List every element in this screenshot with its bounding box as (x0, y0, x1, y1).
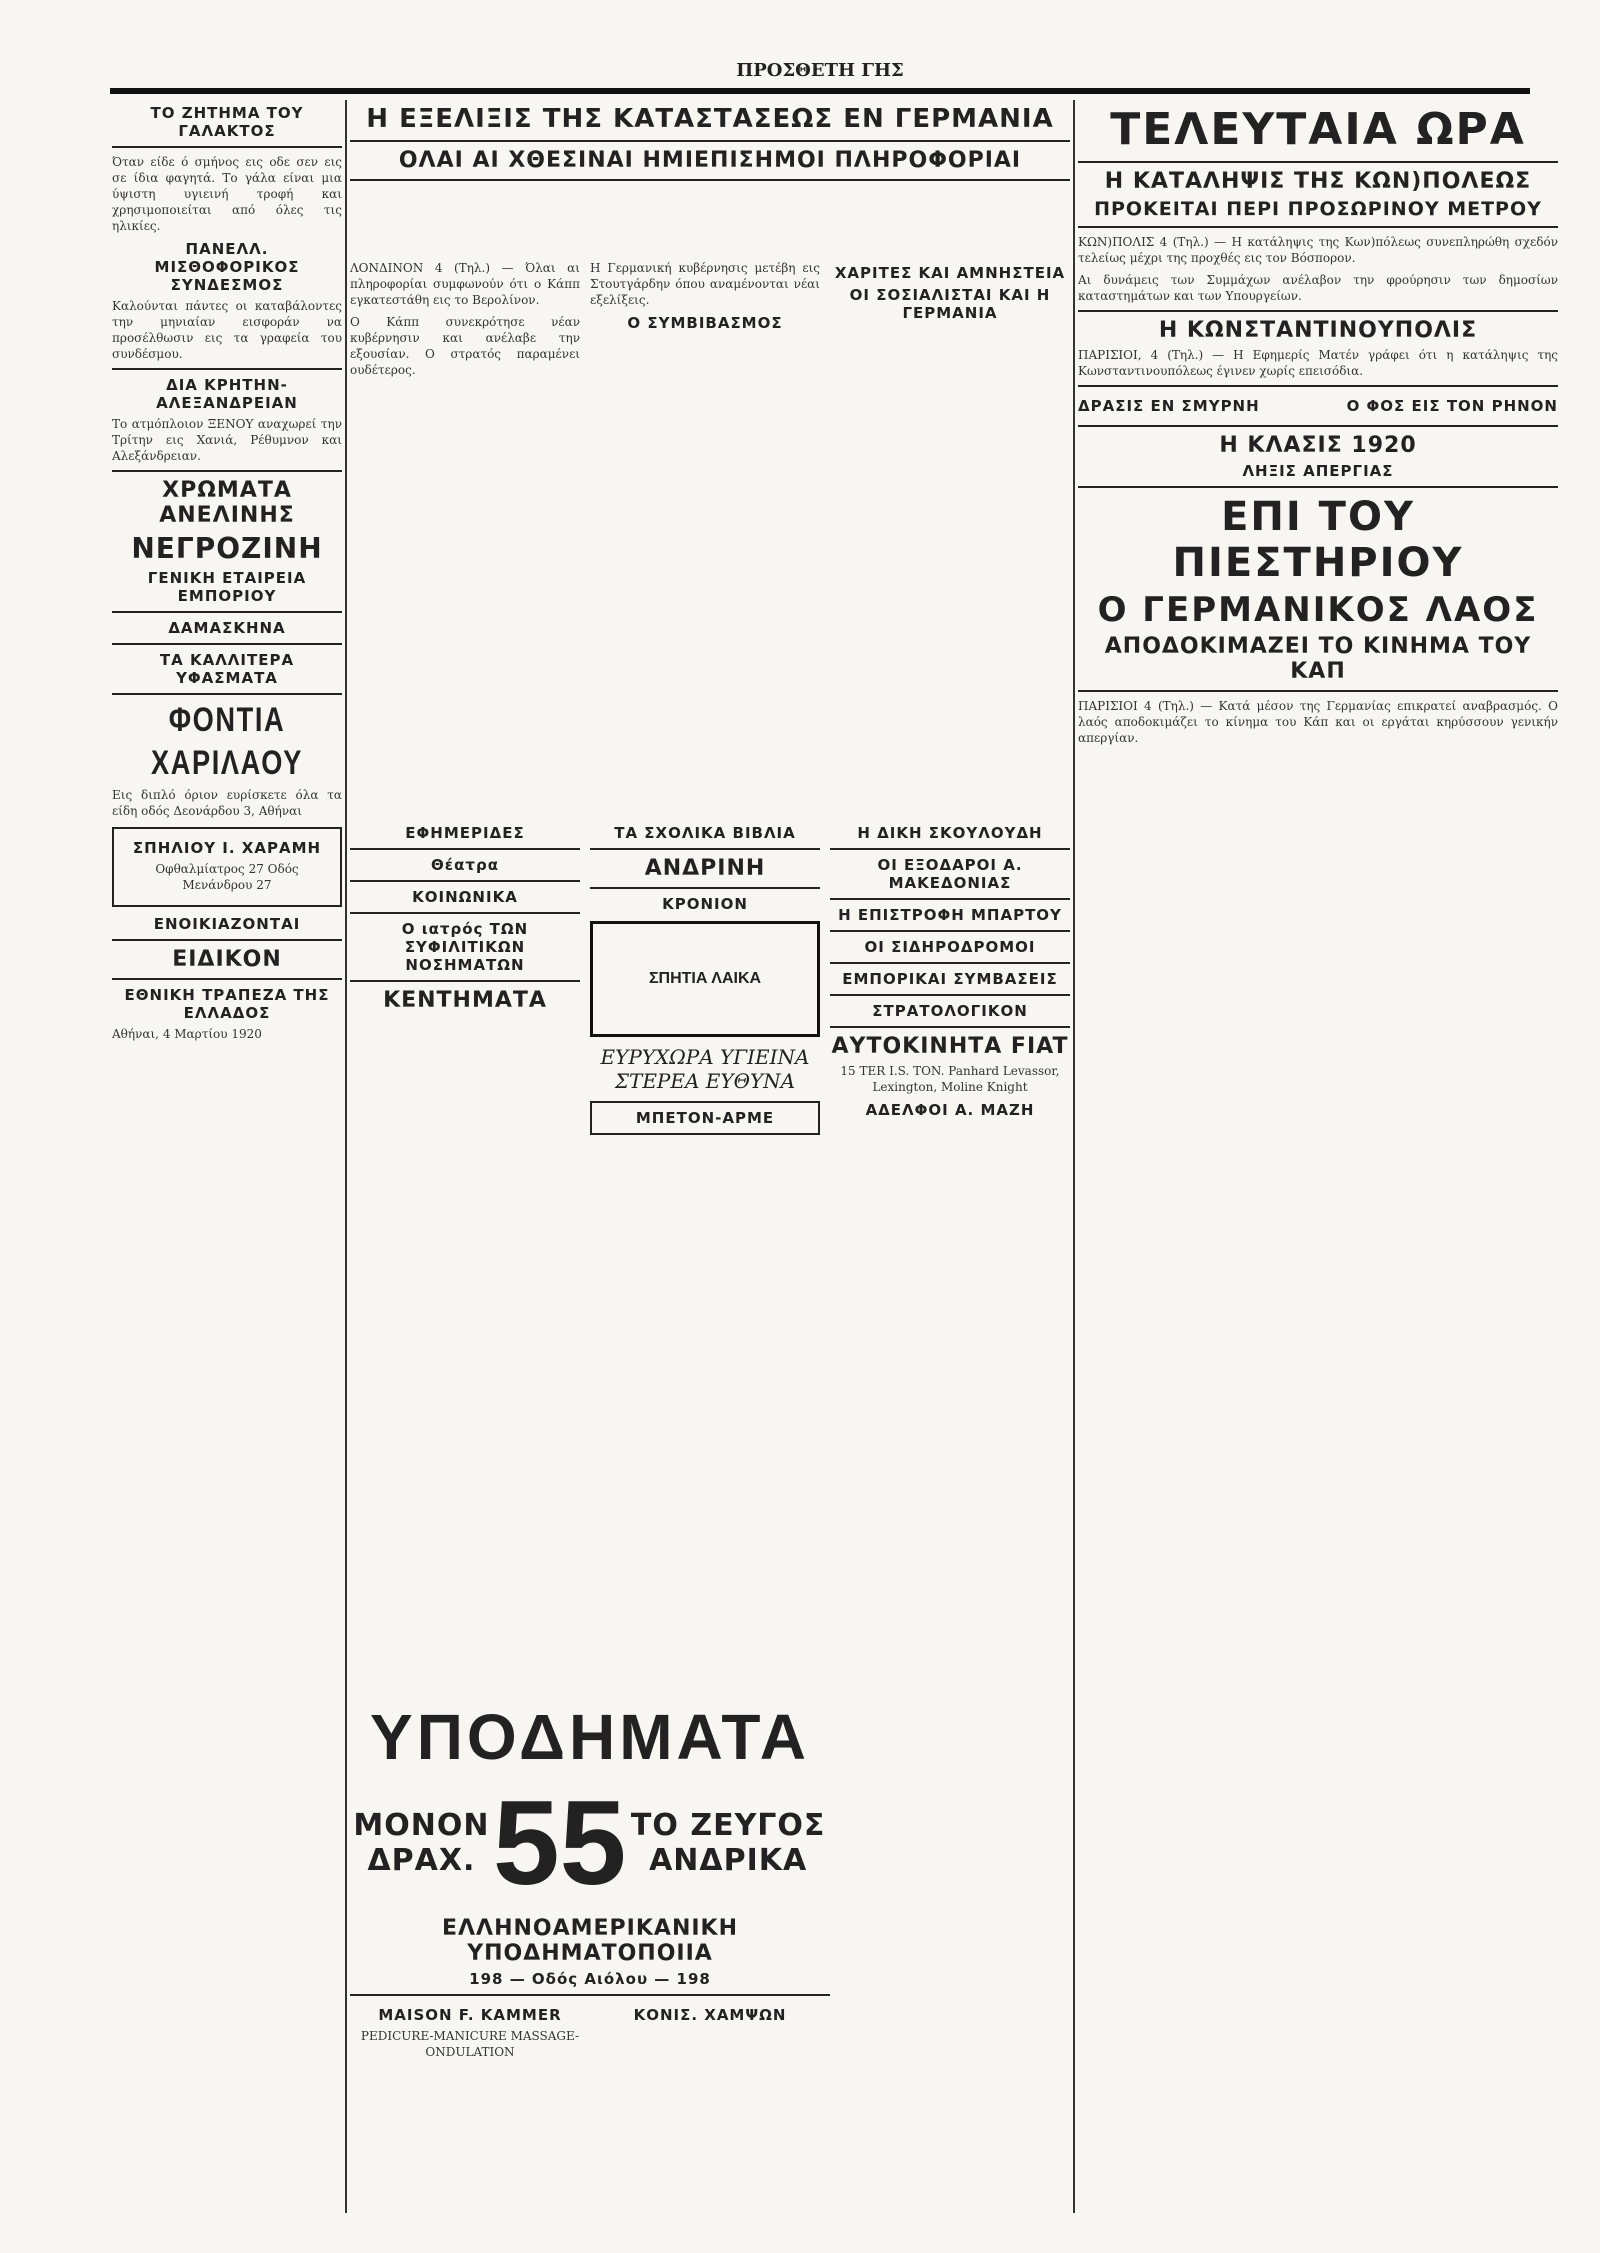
article-text: ΠΑΡΙΣΙΟΙ, 4 (Τηλ.) — Η Εφημερίς Ματέν γράφει ότι η κατάληψις της Κωνσταντινουπόλεως έγινεν χωρίς επεισόδια. (1078, 348, 1558, 378)
headline: ΣΤΡΑΤΟΛΟΓΙΚΟΝ (872, 1002, 1028, 1020)
divider (350, 980, 580, 982)
ad-text: 198 — Οδός Αιόλου — 198 (469, 1970, 711, 1988)
right-column (1078, 100, 1558, 2213)
center-subcol (830, 260, 1070, 326)
article-text: Η Γερμανική κυβέρνησις μετέβη εις Στουτγάρδην όπου αναμένονται νέαι εξελίξεις. (590, 261, 820, 307)
divider (112, 470, 342, 472)
paper-title: ΠΡΟΣΘΕΤΗ ΓΗΣ (736, 60, 904, 81)
divider (1078, 425, 1558, 427)
headline: ΔΡΑΣΙΣ ΕΝ ΣΜΥΡΝΗ (1078, 397, 1260, 415)
ad-title: ΜΠΕΤΟΝ-ΑΡΜΕ (590, 1101, 820, 1135)
divider (590, 848, 820, 850)
center-subcol (830, 820, 1070, 1123)
ad-text: ΑΔΕΛΦΟΙ Α. ΜΑΖΗ (865, 1101, 1035, 1119)
headline: Η ΚΩΝΣΤΑΝΤΙΝΟΥΠΟΛΙΣ (1158, 318, 1478, 343)
divider (350, 848, 580, 850)
ad-title: ΚΡΟΝΙΟΝ (662, 895, 748, 913)
ad-title: ΕΛΛΗΝΟΑΜΕΡΙΚΑΝΙΚΗ ΥΠΟΔΗΜΑΤΟΠΟΙΙΑ (442, 1916, 738, 1966)
ad-title: ΧΡΩΜΑΤΑ ΑΝΕΛΙΝΗΣ (159, 478, 295, 528)
article-text: Ο Κάππ συνεκρότησε νέαν κυβέρνησιν και ανέλαβε την εξουσίαν. Ο στρατός παραμένει ουδέτερος. (350, 315, 580, 377)
subheadline: ΑΠΟΔΟΚΙΜΑΖΕΙ ΤΟ ΚΙΝΗΜΑ ΤΟΥ ΚΑΠ (1104, 634, 1532, 684)
headline: ΚΟΙΝΩΝΙΚΑ (412, 888, 518, 906)
ad-subtitle: ΓΕΝΙΚΗ ΕΤΑΙΡΕΙΑ ΕΜΠΟΡΙΟΥ (147, 569, 307, 605)
ad-title: ΤΑ ΚΑΛΛΙΤΕΡΑ ΥΦΑΣΜΑΤΑ (159, 651, 295, 687)
divider (112, 146, 342, 148)
ad-title: ΚΟΝΙΣ. ΧΑΜΨΩΝ (633, 2006, 787, 2024)
divider (590, 887, 820, 889)
column-rule (345, 100, 347, 2213)
headline: Θέατρα (430, 856, 500, 874)
ad-title: ΝΕΓΡΟΖΙΝΗ (131, 532, 323, 565)
ad-text: ΤΟ ΖΕΥΓΟΣ ΑΝΔΡΙΚΑ (630, 1808, 826, 1878)
banner-headline: Η ΕΞΕΛΙΞΙΣ ΤΗΣ ΚΑΤΑΣΤΑΣΕΩΣ ΕΝ ΓΕΡΜΑΝΙΑ (366, 104, 1054, 134)
headline: ΛΗΞΙΣ ΑΠΕΡΓΙΑΣ (1242, 462, 1394, 480)
ad-title: ΕΙΔΙΚΟΝ (172, 947, 282, 972)
shoes-price-row (350, 1774, 830, 1912)
center-top (350, 100, 1070, 187)
banner-headline: ΕΠΙ ΤΟΥ ΠΙΕΣΤΗΡΙΟΥ (1172, 494, 1464, 586)
ad-title: ΕΝΟΙΚΙΑΖΟΝΤΑΙ (153, 915, 301, 933)
ad-box (590, 921, 820, 1037)
headline: ΕΘΝΙΚΗ ΤΡΑΠΕΖΑ ΤΗΣ ΕΛΛΑΔΟΣ (124, 986, 330, 1022)
left-column (112, 100, 342, 2213)
headline: Η ΕΠΙΣΤΡΟΦΗ ΜΠΑΡΤΟΥ (838, 906, 1062, 924)
ad-text: ΜΟΝΟΝ ΔΡΑΧ. (353, 1808, 490, 1878)
headline: Ο ΦΟΣ ΕΙΣ ΤΟΝ ΡΗΝΟΝ (1346, 397, 1558, 415)
ad-box (112, 827, 342, 907)
divider (350, 179, 1070, 181)
subheadline: ΟΛΑΙ ΑΙ ΧΘΕΣΙΝΑΙ ΗΜΙΕΠΙΣΗΜΟΙ ΠΛΗΡΟΦΟΡΙΑΙ (398, 148, 1022, 173)
ad-text: Οφθαλμίατρος 27 Οδός Μενάνδρου 27 (155, 862, 299, 892)
ad-title: Ο ιατρός ΤΩΝ ΣΥΦΙΛΙΤΙΚΩΝ ΝΟΣΗΜΑΤΩΝ (401, 920, 529, 974)
article-text: Καλούνται πάντες οι καταβάλοντες την μηνιαίαν εισφοράν να προσέλθωσιν εις τα γραφεία του συνδέσμου. (112, 299, 342, 361)
divider (112, 693, 342, 695)
divider (1078, 486, 1558, 488)
ad-title: ΦΟΝΤΙΑ (168, 701, 286, 739)
headline: ΔΙΑ ΚΡΗΤΗΝ-ΑΛΕΞΑΝΔΡΕΙΑΝ (156, 376, 298, 412)
divider (1078, 385, 1558, 387)
column-rule (1073, 100, 1075, 2213)
ad-price: 55 (492, 1776, 627, 1910)
divider (1078, 310, 1558, 312)
article-text: Όταν είδε ό σμήνος εις οδε σεν εις σε ίδια φαγητά. Το γάλα είναι μια ύψιστη υγιεινή τροφή και χρησιμοποιείται από όλες τις ηλικίες. (112, 155, 342, 233)
headline: ΠΑΝΕΛΛ. ΜΙΣΘΟΦΟΡΙΚΟΣ ΣΥΝΔΕΣΜΟΣ (154, 240, 300, 294)
article-text: ΛΟΝΔΙΝΟΝ 4 (Τηλ.) — Όλαι αι πληροφορίαι συμφωνούν ότι ο Κάππ εγκατεστάθη εις το Βερολίνον. (350, 261, 580, 307)
divider (350, 880, 580, 882)
ad-text: 15 TER I.S. TON. Panhard Levassor, Lexington, Moline Knight (840, 1064, 1060, 1094)
ad-title: ΑΥΤΟΚΙΝΗΤΑ FIAT (831, 1034, 1069, 1059)
divider (830, 848, 1070, 850)
ad-title: ΣΠΗΤΙΑ ΛΑΙΚΑ (648, 970, 762, 987)
headline: ΤΑ ΣΧΟΛΙΚΑ ΒΙΒΛΙΑ (614, 824, 796, 842)
divider (112, 939, 342, 941)
ad-text: Εις διπλό όριον ευρίσκετε όλα τα είδη οδός Δεονάρδου 3, Αθήναι (112, 788, 342, 818)
headline: ΟΙ ΕΞΟΔΑΡΟΙ Α. ΜΑΚΕΔΟΝΙΑΣ (877, 856, 1023, 892)
divider (1078, 161, 1558, 163)
divider (830, 930, 1070, 932)
headline: ΧΑΡΙΤΕΣ ΚΑΙ ΑΜΝΗΣΤΕΙΑ (834, 264, 1066, 282)
masthead-rule (110, 88, 1530, 94)
headline-row (1078, 393, 1558, 419)
ad-title: MAISON F. KAMMER (378, 2006, 562, 2024)
divider (112, 611, 342, 613)
banner-headline: ΤΕΛΕΥΤΑΙΑ ΩΡΑ (1110, 104, 1526, 155)
ad-title: ΥΠΟΔΗΜΑΤΑ (370, 1701, 810, 1773)
ad-box (590, 2002, 830, 2066)
ad-title: ΣΠΗΛΙΟΥ Ι. ΧΑΡΑΜΗ (132, 839, 322, 857)
headline: ΕΦΗΜΕΡΙΔΕΣ (405, 824, 525, 842)
bottom-ads (350, 2002, 830, 2066)
article-text: Αι δυνάμεις των Συμμάχων ανέλαβον την φρούρησιν των δημοσίων καταστημάτων και των Υπουργείων. (1078, 273, 1558, 303)
headline: Η ΔΙΚΗ ΣΚΟΥΛΟΥΔΗ (857, 824, 1043, 842)
center-column (350, 100, 1070, 2213)
ad-text: ΕΥΡΥΧΩΡΑ ΥΓΙΕΙΝΑ ΣΤΕΡΕΑ ΕΥΘΥΝΑ (600, 1045, 810, 1093)
headline: ΕΜΠΟΡΙΚΑΙ ΣΥΜΒΑΣΕΙΣ (842, 970, 1058, 988)
divider (350, 912, 580, 914)
headline: Ο ΣΥΜΒΙΒΑΣΜΟΣ (627, 314, 783, 332)
ad-title: ΧΑΡΙΛΑΟΥ (151, 744, 303, 782)
article-text: Αθήναι, 4 Μαρτίου 1920 (112, 1027, 262, 1041)
center-subcol (350, 820, 580, 1017)
divider (112, 643, 342, 645)
article-text: ΚΩΝ)ΠΟΛΙΣ 4 (Τηλ.) — Η κατάληψις της Κων)πόλεως συνεπληρώθη σχεδόν τελείως μέχρι της προχθές εις τον Βόσπορον. (1078, 235, 1558, 265)
subheadline: ΠΡΟΚΕΙΤΑΙ ΠΕΡΙ ΠΡΟΣΩΡΙΝΟΥ ΜΕΤΡΟΥ (1094, 198, 1542, 220)
divider (350, 140, 1070, 142)
ad-title: ΔΑΜΑΣΚΗΝΑ (168, 619, 286, 637)
ad-box (350, 2002, 590, 2066)
headline: ΟΙ ΣΙΔΗΡΟΔΡΟΜΟΙ (864, 938, 1036, 956)
headline: Η ΚΑΤΑΛΗΨΙΣ ΤΗΣ ΚΩΝ)ΠΟΛΕΩΣ (1104, 169, 1532, 194)
headline: Ο ΓΕΡΜΑΝΙΚΟΣ ΛΑΟΣ (1097, 590, 1539, 630)
divider (830, 898, 1070, 900)
headline: ΟΙ ΣΟΣΙΑΛΙΣΤΑΙ ΚΑΙ Η ΓΕΡΜΑΝΙΑ (849, 286, 1051, 322)
center-subcol (590, 820, 820, 1143)
divider (350, 1994, 830, 1996)
divider (112, 368, 342, 370)
headline: ΤΟ ΖΗΤΗΜΑ ΤΟΥ ΓΑΛΑΚΤΟΣ (150, 104, 304, 140)
divider (830, 962, 1070, 964)
ad-text: PEDICURE-MANICURE MASSAGE-ONDULATION (360, 2029, 580, 2059)
center-subcol (590, 260, 820, 336)
shoes-ad (350, 1700, 1070, 2066)
divider (830, 1026, 1070, 1028)
ad-title: ΚΕΝΤΗΜΑΤΑ (383, 988, 547, 1013)
center-subcol (350, 260, 580, 384)
divider (1078, 690, 1558, 692)
headline: Η ΚΛΑΣΙΣ 1920 (1219, 433, 1417, 458)
divider (112, 978, 342, 980)
divider (830, 994, 1070, 996)
article-text: Το ατμόπλοιον ΞΕΝΟΥ αναχωρεί την Τρίτην εις Χανιά, Ρέθυμνον και Αλεξάνδρειαν. (112, 417, 342, 463)
ad-title: ΑΝΔΡΙΝΗ (644, 856, 766, 881)
divider (1078, 226, 1558, 228)
article-text: ΠΑΡΙΣΙΟΙ 4 (Τηλ.) — Κατά μέσον της Γερμανίας επικρατεί αναβρασμός. Ο λαός αποδοκιμάζει το κίνημα του Κάπ και οι εργάται κηρύσσουν γενικήν απεργίαν. (1078, 699, 1558, 745)
